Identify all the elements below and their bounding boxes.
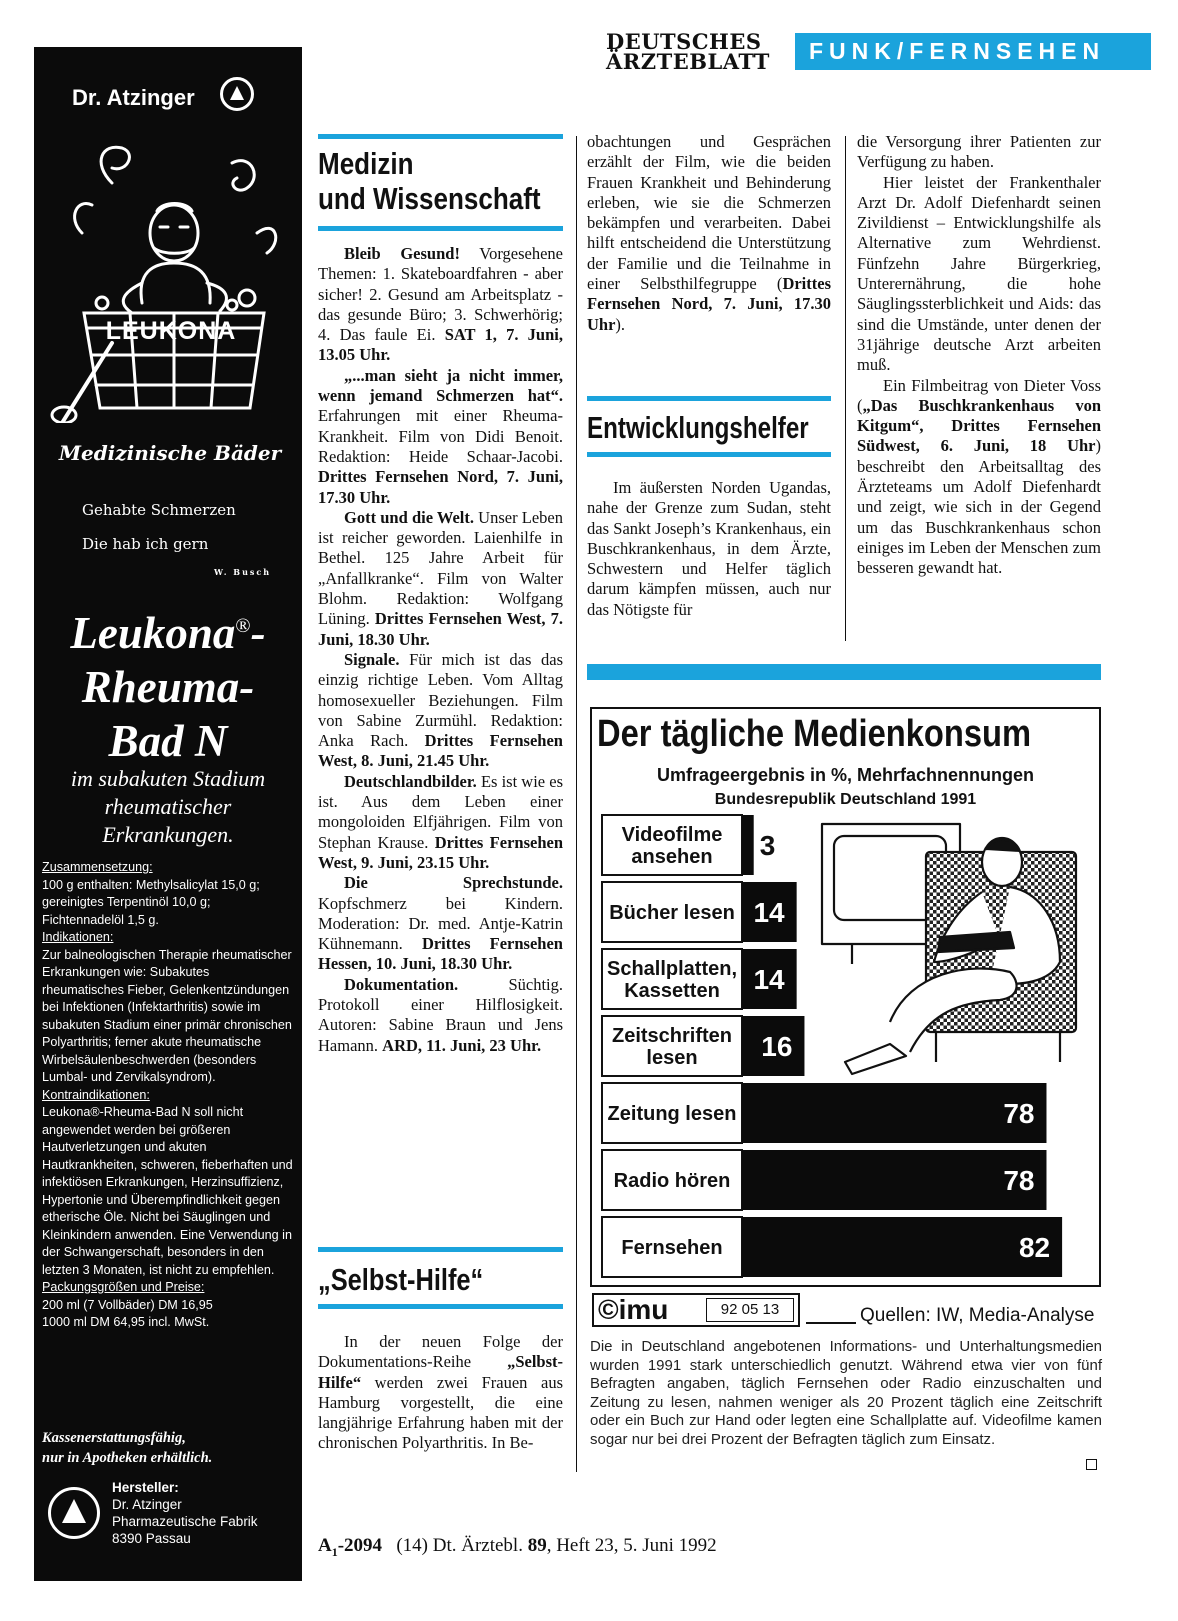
program-list xyxy=(318,244,563,1056)
bar-value-label: 14 xyxy=(753,897,785,928)
manufacturer xyxy=(112,1479,296,1547)
selbsthilfe-continued xyxy=(587,132,831,335)
program-item xyxy=(318,244,563,366)
indications-text: Zur balneologischen Therapie rheumatischer Erkrankungen wie: Subakutes rheumatisches Fieber, Gelenkentzündungen bei Infektionen (Infektarthritis) sowie im subakuten Stadium einer primär chronischen Polyarthritis; ferner akute rheumatische Wirbelsäulenbeschwerden (besonders Lumbal- und Zervikalsyndrom). xyxy=(42,947,292,1084)
col3-p3-post: ) beschreibt den Arbeitsalltag des Ärzteteams um Adolf Diefenhardt und zeigt, wie sich in der Gegend um das Buschkrankenhaus schon einiges im Leben der Menschen zum besseren gewandt hat. xyxy=(857,436,1101,578)
program-title: Deutschlandbilder. xyxy=(344,771,477,791)
headline-medizin xyxy=(318,146,541,216)
bar xyxy=(742,815,754,875)
ad-quote xyxy=(82,493,282,561)
indication-line-3: Erkrankungen. xyxy=(102,822,234,847)
program-description: Für mich ist das das einzig richtige Leben. Vom Alltag homosexueller Beziehungen. Film von Sabine Zurmühl. Redaktion: Anka Rach. xyxy=(318,649,563,751)
infographic-rule xyxy=(587,664,1101,680)
manufacturer-line-1: Dr. Atzinger xyxy=(112,1497,182,1512)
page-letter: A xyxy=(318,1535,332,1556)
composition-heading: Zusammensetzung: xyxy=(42,860,153,874)
selbsthilfe-post: werden zwei Frauen aus Hamburg vorgestellt, die eine langjährige Erfahrung haben mit der chronischen Polyarthritis. In Be- xyxy=(318,1372,563,1453)
bar-category-label: Kassetten xyxy=(624,980,720,1002)
bar-category-label: lesen xyxy=(646,1047,698,1069)
entwicklungshelfer-continued xyxy=(857,132,1101,579)
media-bar-chart xyxy=(590,812,1101,1287)
program-broadcast: ARD, 11. Juni, 23 Uhr. xyxy=(382,1035,542,1055)
masthead-line2: ÄRZTEBLATT xyxy=(606,49,770,74)
program-title: Gott und die Welt. xyxy=(344,507,475,527)
infographic-source-line xyxy=(806,1322,856,1324)
article-end-mark xyxy=(1086,1459,1097,1470)
bar-category-label: Zeitung lesen xyxy=(607,1103,737,1125)
entwicklungshelfer-paragraph: Im äußersten Norden Ugandas, nahe der Grenze zum Sudan, steht das Sankt Joseph’s Krankenhaus, ein Buschkrankenhaus, in dem Ärzte, Schwestern und Helfer täglich darum kämpfen müssen, auch nur das Nötigste für xyxy=(587,478,831,619)
program-item xyxy=(318,650,563,772)
program-broadcast: Drittes Fernsehen West, 9. Juni, 23.15 Uhr. xyxy=(318,832,563,872)
program-title: Die Sprechstunde. xyxy=(344,873,563,893)
cont-pre: obachtungen und Gesprächen erzählt der Film, wie die beiden Frauen Krankheit und Behinderung erleben, wie sie die Schmerzen bekämpfen und verarbeiten. Dabei hilft entscheidend die Unterstützung der Familie und die Teilnahme in einer Selbsthilfegruppe ( xyxy=(587,132,831,294)
composition-text: 100 g enthalten: Methylsalicylat 15,0 g; gereinigtes Terpentinöl 10,0 g; Fichtennadelöl 1,5 g. xyxy=(42,877,260,927)
prices-heading: Packungsgrößen und Preise: xyxy=(42,1280,205,1294)
program-broadcast: SAT 1, 7. Juni, 13.05 Uhr. xyxy=(318,325,563,365)
rule-selbsthilfe-top xyxy=(318,1247,563,1252)
product-line-2: Rheuma- xyxy=(81,662,255,712)
refund-line-1: Kassenerstattungsfähig, xyxy=(42,1430,186,1446)
advertisement xyxy=(34,47,302,1581)
product-name xyxy=(34,599,302,768)
program-description: Es ist wie es ist. Aus dem Leben einer mongoloiden Elfjährigen. Film von Stephan Krause. xyxy=(318,771,563,852)
refund-line-2: nur in Apotheken erhältlich. xyxy=(42,1450,213,1466)
program-broadcast: Drittes Fernsehen West, 7. Juni, 18.30 Uhr. xyxy=(318,609,563,649)
cont-broadcast: Drittes Fernsehen Nord, 7. Juni, 17.30 Uhr xyxy=(587,274,831,334)
col3-paragraph-1: die Versorgung ihrer Patienten zur Verfügung zu haben. xyxy=(857,132,1101,172)
masthead xyxy=(606,29,776,74)
rule-selbsthilfe-bottom xyxy=(318,1304,563,1309)
program-item xyxy=(318,873,563,974)
infographic-subtitle: Umfrageergebnis in %, Mehrfachnennungen xyxy=(656,765,1035,785)
registered-mark: ® xyxy=(235,615,251,637)
bar xyxy=(742,1083,1046,1143)
column-divider-2 xyxy=(845,136,846,641)
atzinger-logo-icon xyxy=(220,77,254,111)
headline-entwicklungshelfer: Entwicklungshelfer xyxy=(587,410,809,445)
program-broadcast: Drittes Fernsehen Hessen, 10. Juni, 18.30 Uhr. xyxy=(318,934,563,974)
manufacturer-logo-icon xyxy=(48,1487,100,1539)
indication-line-1: im subakuten Stadium xyxy=(70,766,266,791)
price-2: 1000 ml DM 64,95 incl. MwSt. xyxy=(42,1315,210,1329)
price-1: 200 ml (7 Vollbäder) DM 16,95 xyxy=(42,1297,213,1312)
contraindications-text: Leukona®-Rheuma-Bad N soll nicht angewendet werden bei größeren Hautverletzungen und akuten Hautkrankheiten, schweren, fieberhaften und infektiösen Erkrankungen, Herzinsuffizienz, Hypertonie und Überempfindlichkeit gegen etherische Öle. Nicht bei Säuglingen und Kleinkindern anwenden. Eine Verwendung in der Schwangerschaft, besonders in den letzten 3 Monaten, ist nicht zu empfehlen. xyxy=(42,1105,293,1277)
product-line-3: Bad N xyxy=(108,716,228,766)
infographic-source: Quellen: IW, Media-Analyse xyxy=(860,1305,1095,1326)
bar-value-label: 3 xyxy=(759,830,776,861)
program-title: Bleib Gesund! xyxy=(344,244,460,263)
headline-medizin-line1: Medizin xyxy=(318,146,414,181)
col3-p3-pre: Ein Filmbeitrag von Dieter Voss ( xyxy=(857,375,1101,415)
bar-category-label: ansehen xyxy=(631,846,713,868)
bar-category-label: Radio hören xyxy=(613,1170,731,1192)
indications-heading: Indikationen: xyxy=(42,930,114,944)
quote-signature: W. Busch xyxy=(214,567,272,577)
citation-volume: 89 xyxy=(527,1535,547,1556)
program-item xyxy=(318,772,563,873)
program-title: Signale. xyxy=(344,649,400,669)
col3-paragraph-2: Hier leistet der Frankenthaler Arzt Dr. Adolf Diefenhardt seinen Zivildienst – Entwicklungshilfe als Alternative zum Wehrdienst. Fünfzehn Jahre Bürgerkrieg, Unterernährung, die hohe Säuglingssterblichkeit und Aids: das sind die Umstände, unter denen der 31jährige deutsche Arzt arbeiten muß. xyxy=(857,172,1101,375)
program-title: „...man sieht ja nicht immer, wenn jemand Schmerzen hat“. xyxy=(318,365,563,406)
bar-category-label: Fernsehen xyxy=(621,1237,723,1259)
program-description: Unser Leben ist reicher geworden. Laienhilfe in Bethel. 125 Jahre Arbeit für „Anfallkranke“. Film von Walter Blohm. Redaktion: Wolfgang Lüning. xyxy=(318,507,563,629)
section-tag: FUNK/FERNSEHEN xyxy=(795,33,1151,70)
infographic-code: 92 05 13 xyxy=(706,1298,794,1322)
infographic-copyright: ©imu xyxy=(598,1294,669,1325)
bar-value-label: 16 xyxy=(761,1031,793,1062)
program-description: Süchtig. Protokoll einer Hilflosigkeit. Autoren: Sabine Braun und Jens Hamann. xyxy=(318,974,563,1055)
manufacturer-line-3: 8390 Passau xyxy=(112,1531,191,1546)
citation-post: , Heft 23, 5. Juni 1992 xyxy=(546,1535,717,1556)
tv-reader-illustration-icon xyxy=(822,824,1076,1074)
headline-medizin-line2: und Wissenschaft xyxy=(318,181,541,216)
program-broadcast: Drittes Fernsehen Nord, 7. Juni, 17.30 Uhr. xyxy=(318,467,563,507)
page-sub: 1 xyxy=(331,1544,338,1559)
bar xyxy=(742,1217,1062,1277)
cont-post: ). xyxy=(615,314,626,334)
infographic-subtitle-2: Bundesrepublik Deutschland 1991 xyxy=(714,791,977,808)
bathtub-illustration-icon xyxy=(42,123,294,423)
citation-pre: (14) Dt. Ärztebl. xyxy=(396,1535,528,1556)
bar-category-label: Bücher lesen xyxy=(609,902,735,924)
product-line-1-tail: - xyxy=(250,608,266,658)
selbsthilfe-title: „Selbst-Hilfe“ xyxy=(318,1352,563,1392)
bar-category-label: Videofilme xyxy=(621,824,723,846)
bar-category-label: Zeitschriften xyxy=(611,1025,733,1047)
bar xyxy=(742,1150,1046,1210)
program-description: Vorgesehene Themen: 1. Skateboardfahren - aber sicher! 2. Gesund am Arbeitsplatz - das gesunde Büro; 3. Schwerhörig; 4. Das faule Ei. xyxy=(318,244,563,345)
rule-entwicklung-top xyxy=(587,396,831,401)
selbsthilfe-pre: In der neuen Folge der Dokumentations-Reihe xyxy=(318,1332,563,1372)
page-footer xyxy=(318,1535,717,1560)
ad-brand: Dr. Atzinger xyxy=(72,85,195,110)
selbsthilfe-text xyxy=(318,1332,563,1454)
program-item xyxy=(318,975,563,1056)
rule-medizin-bottom xyxy=(318,226,563,231)
manufacturer-line-2: Pharmazeutische Fabrik xyxy=(112,1514,258,1529)
quote-line-1: Gehabte Schmerzen xyxy=(82,501,236,519)
tub-label: LEUKONA xyxy=(105,317,237,345)
bar-value-label: 78 xyxy=(1003,1165,1035,1196)
contraindications-heading: Kontraindikationen: xyxy=(42,1087,150,1102)
product-line-1: Leukona xyxy=(70,608,236,658)
page-number: -2094 xyxy=(337,1535,383,1556)
rule-entwicklung-bottom xyxy=(587,452,831,457)
manufacturer-heading: Hersteller: xyxy=(112,1480,179,1495)
infographic-title: Der tägliche Medienkonsum xyxy=(597,713,1032,755)
ad-refund-note xyxy=(42,1428,294,1468)
program-description: Erfahrungen mit einer Rheuma-Krankheit. Film von Didi Benoit. Redaktion: Heide Schaar-Jacobi. xyxy=(318,406,563,466)
ad-fine-print xyxy=(42,859,294,1332)
column-divider-1 xyxy=(576,136,577,1472)
program-description: Kopfschmerz bei Kindern. Moderation: Dr. med. Antje-Katrin Kühnemann. xyxy=(318,893,563,954)
rule-medizin-top xyxy=(318,134,563,139)
program-title: Dokumentation. xyxy=(344,974,459,994)
infographic-caption: Die in Deutschland angebotenen Informations- und Unterhaltungsmedien wurden 1991 stark unterschiedlich genutzt. Während etwa vier von fünf Befragten angaben, täglich Fernsehen oder Radio einzuschalten und Zeitung zu lesen, nahmen weniger als 20 Prozent täglich eine Zeitschrift oder ein Buch zur Hand oder legten eine Schallplatte auf. Videofilme kamen sogar nur bei drei Prozent der Befragten täglich zum Einsatz. xyxy=(590,1338,1102,1448)
indication-line-2: rheumatischer xyxy=(104,794,232,819)
program-item xyxy=(318,366,563,508)
headline-selbsthilfe: „Selbst-Hilfe“ xyxy=(318,1262,484,1297)
program-item xyxy=(318,508,563,650)
bar-value-label: 82 xyxy=(1018,1232,1051,1263)
entwicklungshelfer-text xyxy=(587,478,831,620)
bar-category-label: Schallplatten, xyxy=(606,958,738,980)
ad-baths: Medizinische Bäder xyxy=(58,441,282,465)
program-broadcast: Drittes Fernsehen West, 8. Juni, 21.45 Uhr. xyxy=(318,731,563,771)
masthead-line1: DEUTSCHES xyxy=(606,29,762,54)
bar-value-label: 14 xyxy=(753,964,785,995)
bar-value-label: 78 xyxy=(1003,1098,1035,1129)
product-indication xyxy=(34,765,302,849)
quote-line-2: Die hab ich gern xyxy=(82,535,209,553)
col3-p3-broadcast: „Das Buschkrankenhaus von Kitgum“, Drittes Fernsehen Südwest, 6. Juni, 18 Uhr xyxy=(857,395,1101,456)
